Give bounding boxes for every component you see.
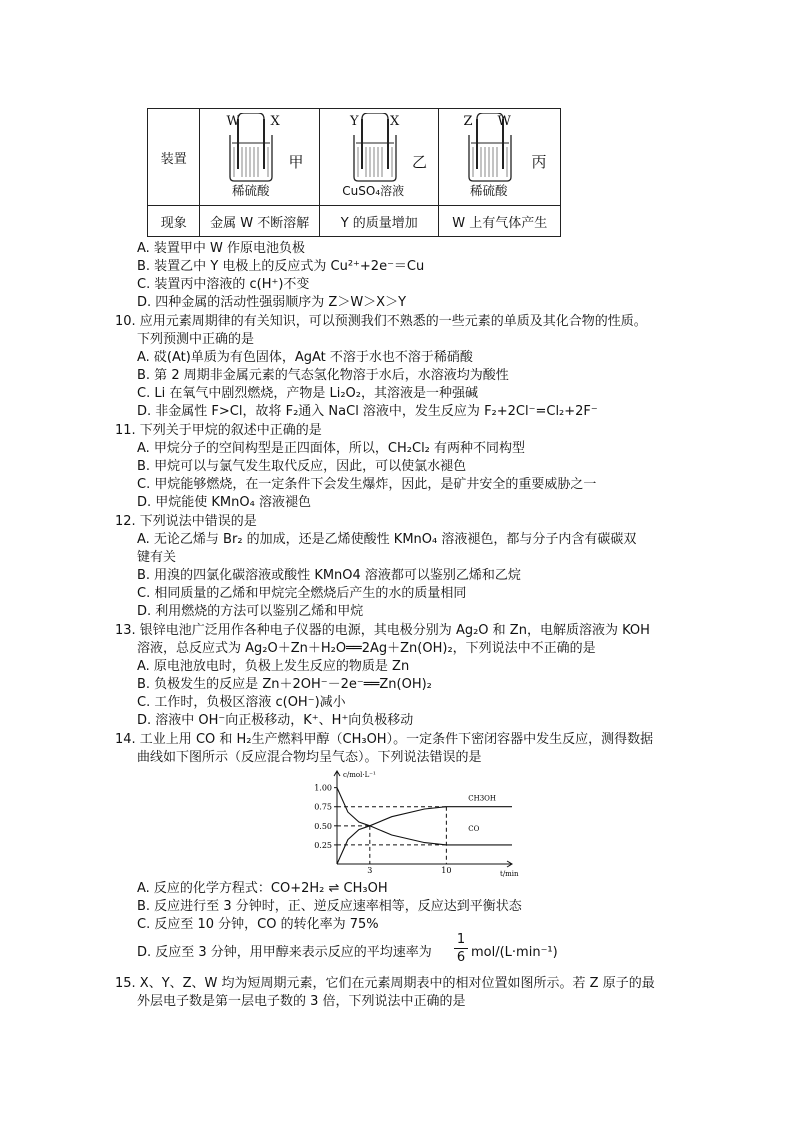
q13-option-a: A. 原电池放电时，负极上发生反应的物质是 Zn xyxy=(137,659,410,674)
q11-option-d: D. 甲烷能使 KMnO₄ 溶液褪色 xyxy=(137,495,311,510)
phenomenon-jia: 金属 W 不断溶解 xyxy=(200,206,320,237)
device-tag: 乙 xyxy=(411,153,427,171)
q14-option-d: D. 反应至 3 分钟，用甲醇来表示反应的平均速率为 xyxy=(137,945,432,960)
device-table xyxy=(147,108,561,237)
q13-stem: 13. 银锌电池广泛用作各种电子仪器的电源，其电极分别为 Ag₂O 和 Zn，电解质溶液为 KOH xyxy=(115,623,650,638)
row-header-phenomenon: 现象 xyxy=(148,206,200,237)
fraction-numerator: 1 xyxy=(456,932,466,947)
series-label: CO xyxy=(468,824,480,833)
y-tick-label: 0.25 xyxy=(314,840,332,850)
q9-option-b: B. 装置乙中 Y 电极上的反应式为 Cu²⁺+2e⁻＝Cu xyxy=(137,259,425,274)
electrode-left-label: Z xyxy=(463,114,473,129)
q14-option-d-unit: mol/(L·min⁻¹) xyxy=(471,945,558,960)
y-tick-label: 0.75 xyxy=(314,802,332,812)
q11-stem: 11. 下列关于甲烷的叙述中正确的是 xyxy=(115,423,322,438)
electrode-right-label: X xyxy=(389,114,400,129)
x-tick-label: 10 xyxy=(441,866,452,875)
q10-stem: 10. 应用元素周期律的有关知识，可以预测我们不熟悉的一些元素的单质及其化合物的性质。 xyxy=(115,314,647,329)
chart-axes xyxy=(334,771,512,867)
series-line-ch3oh xyxy=(337,807,512,864)
q12-option-c: C. 相同质量的乙烯和甲烷完全燃烧后产生的水的质量相同 xyxy=(137,586,467,601)
y-axis-label: c/mol·L⁻¹ xyxy=(343,771,376,779)
q12-option-b: B. 用溴的四氯化碳溶液或酸性 KMnO4 溶液都可以鉴别乙烯和乙烷 xyxy=(137,568,521,583)
q14-stem-cont: 曲线如下图所示（反应混合物均呈气态）。下列说法错误的是 xyxy=(137,750,482,765)
electrode-left-label: Y xyxy=(349,114,359,129)
q9-option-a: A. 装置甲中 W 作原电池负极 xyxy=(137,241,306,256)
q14-option-c: C. 反应至 10 分钟，CO 的转化率为 75% xyxy=(137,917,379,932)
x-axis-label: t/min xyxy=(500,870,519,878)
q11-option-c: C. 甲烷能够燃烧，在一定条件下会发生爆炸，因此，是矿井安全的重要威胁之一 xyxy=(137,477,597,492)
q14-option-b: B. 反应进行至 3 分钟时，正、逆反应速率相等，反应达到平衡状态 xyxy=(137,899,522,914)
y-tick-label: 1.00 xyxy=(314,783,332,793)
q10-stem-cont: 下列预测中正确的是 xyxy=(137,332,255,347)
q15-stem-cont: 外层电子数是第一层电子数的 3 倍，下列说法中正确的是 xyxy=(137,994,466,1009)
q13-option-d: D. 溶液中 OH⁻向正极移动，K⁺、H⁺向负极移动 xyxy=(137,713,414,728)
q12-stem: 12. 下列说法中错误的是 xyxy=(115,514,257,529)
q13-stem-cont: 溶液，总反应式为 Ag₂O＋Zn＋H₂O══2Ag＋Zn(OH)₂，下列说法中不正确的是 xyxy=(137,641,596,656)
electrode-right-label: X xyxy=(270,114,280,129)
q12-option-a-cont: 键有关 xyxy=(137,550,177,565)
q10-option-d: D. 非金属性 F>Cl，故将 F₂通入 NaCl 溶液中，发生反应为 F₂+2Cl⁻=Cl₂+2F⁻ xyxy=(137,404,598,419)
device-tag: 甲 xyxy=(288,153,304,171)
q12-option-a: A. 无论乙烯与 Br₂ 的加成，还是乙烯使酸性 KMnO₄ 溶液褪色，都与分子内含有碳碳双 xyxy=(137,532,637,547)
device-cell-jia xyxy=(200,109,320,206)
q11-option-a: A. 甲烷分子的空间构型是正四面体，所以，CH₂Cl₂ 有两种不同构型 xyxy=(137,441,526,456)
y-tick-label: 0.50 xyxy=(314,821,332,831)
electrode-right-label: W xyxy=(497,114,511,129)
q9-option-c: C. 装置丙中溶液的 c(H⁺)不变 xyxy=(137,277,310,292)
row-header-device: 装置 xyxy=(148,109,200,206)
phenomenon-yi: Y 的质量增加 xyxy=(319,206,439,237)
x-tick-label: 3 xyxy=(367,866,373,875)
q13-option-b: B. 负极发生的反应是 Zn＋2OH⁻－2e⁻══Zn(OH)₂ xyxy=(137,677,432,692)
q10-option-b: B. 第 2 周期非金属元素的气态氢化物溶于水后，水溶液均为酸性 xyxy=(137,368,509,383)
fraction xyxy=(454,932,468,965)
q12-option-d: D. 利用燃烧的方法可以鉴别乙烯和甲烷 xyxy=(137,604,364,619)
fraction-denominator: 6 xyxy=(456,950,466,965)
solution-label: 稀硫酸 xyxy=(469,183,508,198)
fraction-bar xyxy=(454,948,468,949)
solution-label: CuSO₄溶液 xyxy=(342,184,405,198)
q14-option-a: A. 反应的化学方程式：CO+2H₂ ⇌ CH₃OH xyxy=(137,881,388,896)
q9-option-d: D. 四种金属的活动性强弱顺序为 Z＞W＞X＞Y xyxy=(137,295,407,310)
chart-labels xyxy=(314,771,519,878)
q11-option-b: B. 甲烷可以与氯气发生取代反应，因此，可以使氯水褪色 xyxy=(137,459,467,474)
series-label: CH3OH xyxy=(468,794,497,803)
device-cell-bing xyxy=(439,109,561,206)
electrode-left-label: W xyxy=(226,114,240,129)
q13-option-c: C. 工作时，负极区溶液 c(OH⁻)减小 xyxy=(137,695,346,710)
solution-label: 稀硫酸 xyxy=(231,183,270,198)
device-tag: 丙 xyxy=(531,153,547,171)
q10-option-a: A. 砹(At)单质为有色固体，AgAt 不溶于水也不溶于稀硝酸 xyxy=(137,350,473,365)
q10-option-c: C. Li 在氧气中剧烈燃烧，产物是 Li₂O₂，其溶液是一种强碱 xyxy=(137,386,478,401)
q15-stem: 15. X、Y、Z、W 均为短周期元素，它们在元素周期表中的相对位置如图所示。若 Z 原子的最 xyxy=(115,976,655,991)
q14-stem: 14. 工业上用 CO 和 H₂生产燃料甲醇（CH₃OH）。一定条件下密闭容器中发生反应，测得数据 xyxy=(115,732,654,747)
phenomenon-bing: W 上有气体产生 xyxy=(439,206,561,237)
concentration-time-chart xyxy=(305,768,520,880)
